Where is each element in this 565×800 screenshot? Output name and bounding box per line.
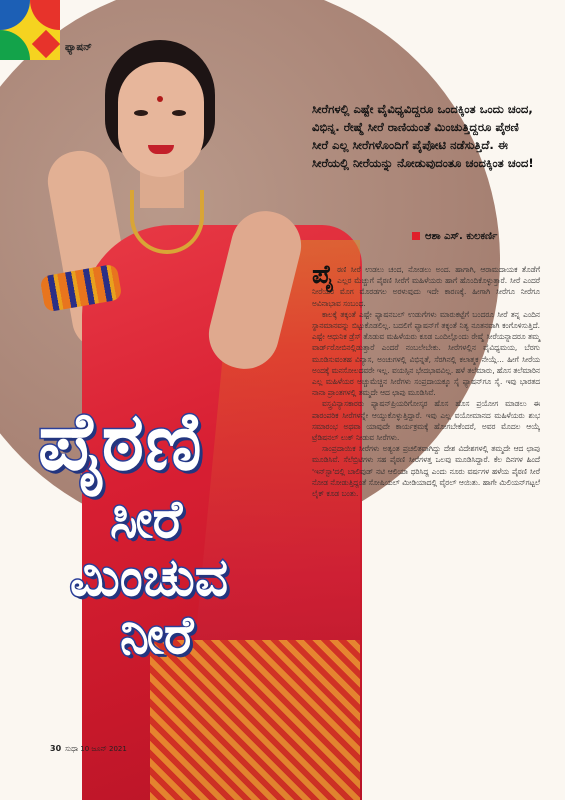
intro-text: ಸೀರೆಗಳಲ್ಲಿ ಎಷ್ಟೇ ವೈವಿಧ್ಯವಿದ್ದರೂ ಒಂದಕ್ಕಿಂತ ಒಂದು ಚಂದ, ವಿಭಿನ್ನ. ರೇಷ್ಮೆ ಸೀರೆ ರಾಣಿಯಂತೆ ಮಿಂಚುತ್ತಿದ್ದರೂ ಪೈಠಣಿ ಸೀರೆ ಎಲ್ಲ ಸೀರೆಗಳೊಂದಿಗೆ ಪೈಪೋಟಿ ನಡೆಸುತ್ತಿದೆ. ಈ ಸೀರೆಯಲ್ಲಿ ನೀರೆಯನ್ನು ನೋಡುವುದಂತೂ ಚಂದಕ್ಕಿಂತ ಚಂದ! — [312, 102, 534, 170]
red-square-icon — [412, 232, 420, 240]
author-name: ಆಶಾ ಎಸ್. ಕುಲಕರ್ಣಿ — [425, 231, 498, 242]
headline-line-3: ಮಿಂಚುವ — [70, 548, 229, 608]
paragraph-1: ಪೈಠಣಿ ಸೀರೆ ಉಡಲು ಚಂದ, ನೋಡಲು ಅಂದ. ಹಾಗಾಗಿ, ಆರಾಮದಾಯಕ ತೊಡೆಗೆ ಎಲ್ಲರ ಮೆಚ್ಚುಗೆ ಪೈಠಣಿ ಸೀರೆಗೆ ಮಹಿಳೆಯರು ಹಾಗೆ ಹೊಂದಿಕೊಳ್ಳುತ್ತಾರೆ. ಸೀರೆ ಎಂದರೆ ನೀರೆಯರ ಮೊಗ ಮೊರಡಗಲ ಅರಳುವುದು ಇದೇ ಕಾರಣಕ್ಕೆ. ಹೀಗಾಗಿ ಸೀರೆಗೂ ನೀರೆಗೂ ಅವಿನಾಭಾವ ಸಂಬಂಧ. — [312, 260, 540, 308]
byline — [412, 231, 497, 242]
paragraph-2: ಕಾಲಕ್ಕೆ ತಕ್ಕಂತೆ ಎಷ್ಟೇ ಫ್ಯಾಷನಬಲ್ ಉಡುಗೆಗಳು ಮಾರುಕಟ್ಟೆಗೆ ಬಂದರೂ ಸೀರೆ ತನ್ನ ಎಂದಿನ ಸ್ಥಾನಮಾನವನ್ನು ಬಿಟ್ಟುಕೊಡಲಿಲ್ಲ. ಬದಲಿಗೆ ಫ್ಯಾಷನ್‌ಗೆ ತಕ್ಕಂತೆ ನಿತ್ಯ ನೂತನವಾಗಿ ಕಂಗೊಳಿಸುತ್ತಿದೆ. ಎಷ್ಟೇ ಆಧುನಿಕ ಡ್ರೆಸ್ ತೊಡುವ ಮಹಿಳೆಯರು ಕೂಡ ಒಂದಿಲ್ಲೊಂದು ರೇಷ್ಮೆ ಸೀರೆಯನ್ನಾದರೂ ತಮ್ಮ ವಾರ್ಡ್‌ರೋಬಿನಲ್ಲಿಡುತ್ತಾರೆ ಎಂದರೆ ನಂಬಲೇಬೇಕು. ಸೀರೆಗಳಲ್ಲಿನ ವೈವಿಧ್ಯಮಯ, ಬೆರಗು ಮೂಡಿಸುವಂತಹ ವಿನ್ಯಾಸ, ಅಂಚುಗಳಲ್ಲಿ ವಿಭಿನ್ನತೆ, ಸೆರಗಿನಲ್ಲಿ ಕಲಾತ್ಮಕ ನೇಯ್ಗೆ... ಹೀಗೆ ಸೀರೆಯ ಅಂದಕ್ಕೆ ಮನಸೋಲದವರೇ ಇಲ್ಲ. ವಯಸ್ಸಿನ ಭೇದಭಾವವಿಲ್ಲ. ಹಳೆ ತಲೆಮಾರು, ಹೊಸ ತಲೆಮಾರಿನ ಎಲ್ಲ ಮಹಿಳೆಯರ ಅಚ್ಚುಮೆಚ್ಚಿನ ಸೀರೆಗಳು ಸಂಪ್ರದಾಯಕ್ಕೂ ಸೈ ಫ್ಯಾಷನ್‌ಗೂ ಸೈ. ಇವು ಭಾರತದ ನಾನಾ ಪ್ರಾಂತಗಳಲ್ಲಿ ತಮ್ಮದೇ ಆದ ಛಾಪು ಮೂಡಿಸಿವೆ. — [312, 309, 540, 398]
headline-line-2: ಸೀರೆ — [110, 490, 183, 550]
paragraph-3: ವಸ್ತ್ರವಿನ್ಯಾಸಕಾರರು ಫ್ಯಾಷನ್‌ಪ್ರಿಯರಿಗೋಸ್ಕರ ಹೊಸ ಹೊಸ ಪ್ರಯೋಗ ಮಾಡಲು ಈ ಪಾರಂಪರಿಕ ಸೀರೆಗಳನ್ನೇ ಆಯ್ದುಕೊಳ್ಳುತ್ತಿದ್ದಾರೆ. ಇವು ಎಲ್ಲ ವಯೋಮಾನದ ಮಹಿಳೆಯರು ಶುಭ ಸಮಾರಂಭ ಅಥವಾ ಯಾವುದೇ ಕಾರ್ಯಕ್ರಮಕ್ಕೆ ಹೋಗಬೇಕೆಂದರೆ, ಅವರ ಮೊದಲ ಆಯ್ಕೆ ಟ್ರೆಡಿಷನಲ್ ಲುಕ್ ನೀಡುವ ಸೀರೆಗಳು. — [312, 399, 540, 443]
headline-line-1: ಪೈಠಣಿ — [38, 395, 203, 488]
paragraph-4: ಸಾಂಪ್ರದಾಯಿಕ ಸೀರೆಗಳು ಅತ್ಯಂತ ಪ್ರಚಲಿತವಾಗಿದ್ದು ದೇಶ ವಿದೇಶಗಳಲ್ಲಿ ತಮ್ಮದೇ ಆದ ಛಾಪು ಮೂಡಿಸಿವೆ. ಸೆಲೆಬ್ರಿಟಿಗಳು ಸಹ ಪೈಠಣಿ ಸೀರೆಗಳತ್ತ ಒಲವು ಮೂಡಿಸಿದ್ದಾರೆ. ಕೆಲ ದಿನಗಳ ಹಿಂದೆ 'ಇನ್‌ಸ್ಟಾ'ದಲ್ಲಿ ಬಾಲಿವುಡ್ ನಟಿ ಆಲಿಯಾ ಧರಿಸಿದ್ದ ಎಂದು ನೂರು ವರ್ಷಗಳ ಹಳೆಯ ಪೈಠಣಿ ಸೀರೆ ನೋಡ ನೋಡುತ್ತಿದ್ದಂತೆ ಸೋಷಿಯಲ್ ಮೀಡಿಯಾದಲ್ಲಿ ವೈರಲ್ ಆಯಿತು. ಹಾಗೇ ಮಿಲಿಯನ್‌ಗಟ್ಟಲೆ ಲೈಕ್ ಕೂಡ ಬಂತು. — [312, 444, 540, 499]
article-body — [312, 260, 540, 499]
headline-line-4: ನೀರೆ — [120, 606, 194, 666]
issue-date: ಸುಧಾ 10 ಜೂನ್ 2021 — [65, 745, 127, 753]
drop-cap: ಪೈ — [312, 260, 335, 290]
page-number: 30 — [50, 744, 62, 753]
section-label: ಫ್ಯಾಷನ್ — [65, 42, 92, 53]
page-footer — [50, 744, 127, 754]
